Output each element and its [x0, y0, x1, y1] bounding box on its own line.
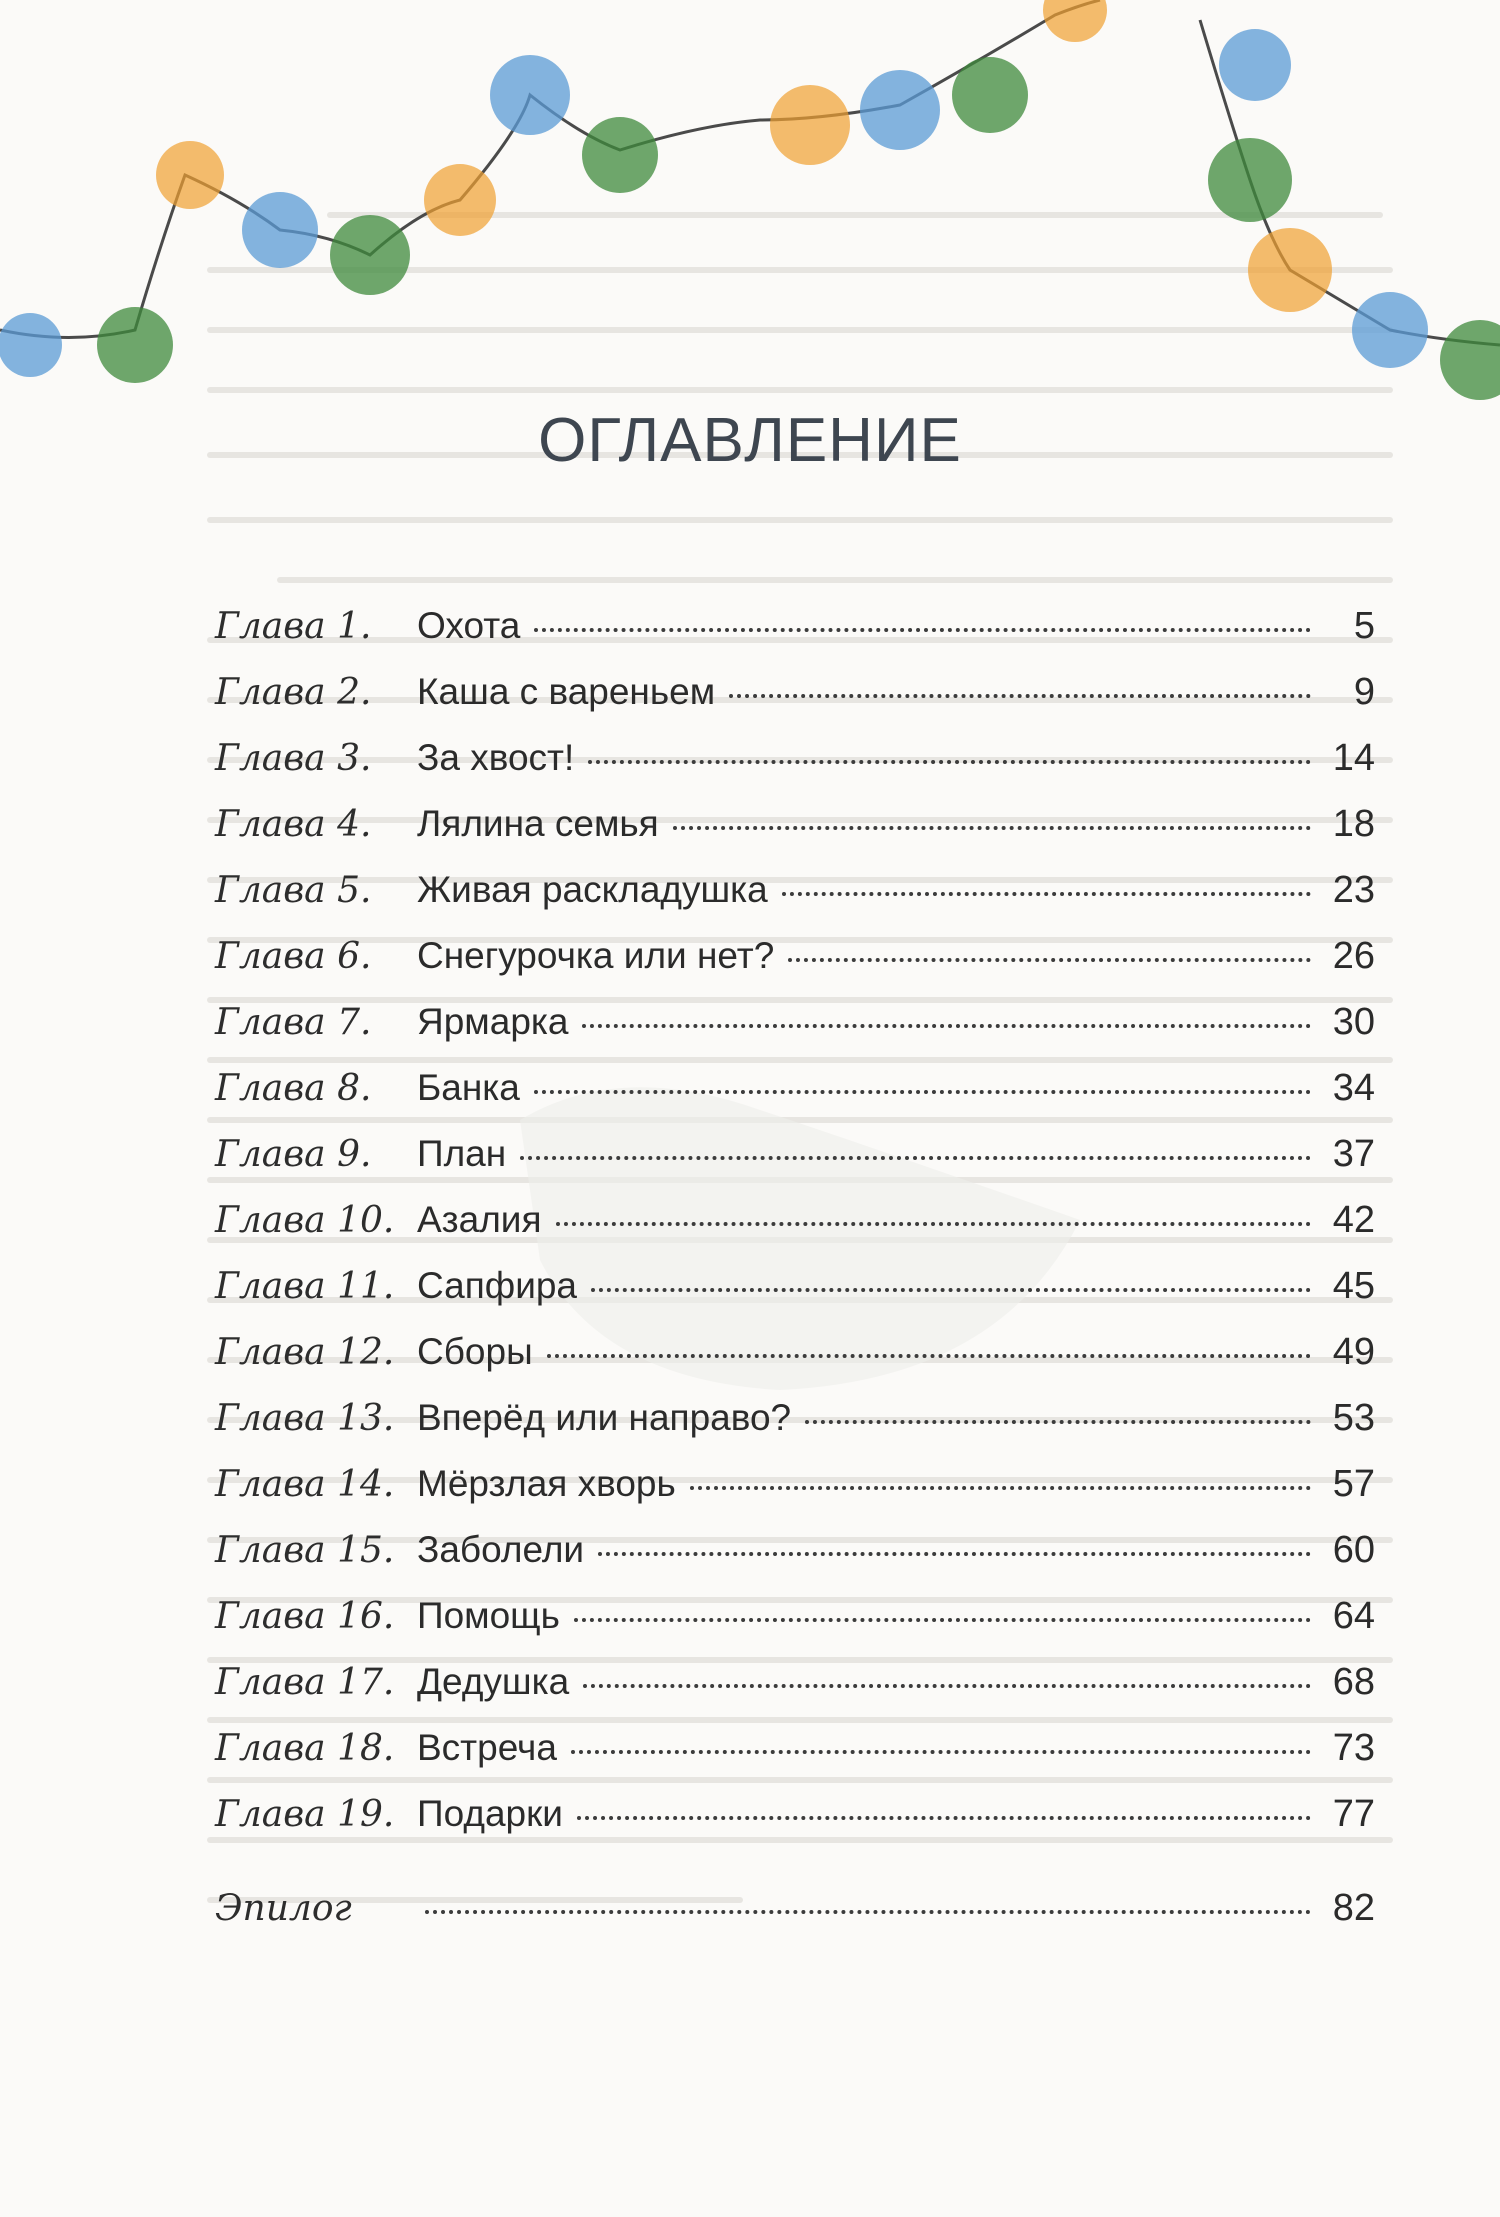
light-bulb	[952, 57, 1028, 133]
toc-row	[215, 1727, 1375, 1793]
toc-row	[215, 1397, 1375, 1463]
chapter-number: Глава 9.	[215, 1134, 372, 1175]
chapter-title: Помощь	[417, 1595, 560, 1636]
chapter-title: Вперёд или направо?	[417, 1397, 792, 1438]
toc-row	[215, 1133, 1375, 1199]
toc-row	[215, 1793, 1375, 1859]
page-number: 53	[1332, 1397, 1375, 1439]
dot-leader	[582, 1024, 1311, 1028]
chapter-title: Живая раскладушка	[417, 869, 768, 910]
light-bulb	[1219, 29, 1291, 101]
chapter-title: Подарки	[417, 1793, 563, 1834]
dot-leader	[782, 892, 1311, 896]
chapter-title: Сапфира	[417, 1265, 578, 1306]
light-bulb	[424, 164, 496, 236]
dot-leader	[583, 1684, 1311, 1688]
dot-leader	[534, 1090, 1311, 1094]
chapter-title: Заболели	[417, 1529, 585, 1570]
chapter-number: Глава 15.	[215, 1530, 395, 1571]
light-bulb	[330, 215, 410, 295]
page-number: 45	[1332, 1265, 1375, 1307]
chapter-number: Глава 10.	[215, 1200, 395, 1241]
chapter-title: План	[417, 1133, 507, 1174]
page-number: 49	[1332, 1331, 1375, 1373]
toc-row	[215, 935, 1375, 1001]
table-of-contents	[215, 605, 1375, 1953]
toc-row	[215, 1331, 1375, 1397]
light-bulb	[582, 117, 658, 193]
toc-row	[215, 1265, 1375, 1331]
chapter-number: Глава 6.	[215, 936, 372, 977]
page-number: 82	[1332, 1887, 1375, 1929]
chapter-title: Сборы	[417, 1331, 533, 1372]
chapter-title: Банка	[417, 1067, 520, 1108]
dot-leader	[729, 694, 1311, 698]
page-number: 30	[1332, 1001, 1375, 1043]
toc-row	[215, 1595, 1375, 1661]
dot-leader	[588, 760, 1311, 764]
page-number: 5	[1353, 605, 1375, 647]
toc-row	[215, 1067, 1375, 1133]
page-number: 42	[1332, 1199, 1375, 1241]
toc-row	[215, 737, 1375, 803]
light-bulb	[1208, 138, 1292, 222]
chapter-title: Ярмарка	[417, 1001, 569, 1042]
page-number: 68	[1332, 1661, 1375, 1703]
toc-row	[215, 605, 1375, 671]
chapter-title: Дедушка	[417, 1661, 570, 1702]
dot-leader	[556, 1222, 1311, 1226]
page-number: 64	[1332, 1595, 1375, 1637]
chapter-title: Мёрзлая хворь	[417, 1463, 676, 1504]
dot-leader	[547, 1354, 1311, 1358]
chapter-number: Эпилог	[215, 1888, 352, 1929]
light-bulb	[1352, 292, 1428, 368]
dot-leader	[571, 1750, 1311, 1754]
page-number: 37	[1332, 1133, 1375, 1175]
chapter-number: Глава 1.	[215, 606, 372, 647]
chapter-number: Глава 8.	[215, 1068, 372, 1109]
toc-row	[215, 1529, 1375, 1595]
chapter-number: Глава 11.	[215, 1266, 395, 1307]
page-number: 57	[1332, 1463, 1375, 1505]
page-number: 60	[1332, 1529, 1375, 1571]
toc-row	[215, 1199, 1375, 1265]
chapter-number: Глава 7.	[215, 1002, 372, 1043]
dot-leader	[598, 1552, 1311, 1556]
dot-leader	[690, 1486, 1311, 1490]
light-bulb	[770, 85, 850, 165]
toc-row	[215, 1661, 1375, 1727]
chapter-title: Встреча	[417, 1727, 557, 1768]
page-number: 9	[1353, 671, 1375, 713]
chapter-number: Глава 5.	[215, 870, 372, 911]
dot-leader	[520, 1156, 1311, 1160]
dot-leader	[577, 1816, 1311, 1820]
dot-leader	[805, 1420, 1311, 1424]
chapter-number: Глава 17.	[215, 1662, 395, 1703]
dot-leader	[574, 1618, 1311, 1622]
dot-leader	[425, 1910, 1311, 1914]
light-bulb	[1043, 0, 1107, 42]
toc-row	[215, 1463, 1375, 1529]
chapter-title: Каша с вареньем	[417, 671, 716, 712]
dot-leader	[673, 826, 1311, 830]
toc-epilogue-row	[215, 1887, 1375, 1953]
chapter-number: Глава 18.	[215, 1728, 395, 1769]
chapter-title: Снегурочка или нет?	[417, 935, 775, 976]
chapter-number: Глава 4.	[215, 804, 372, 845]
light-bulb	[860, 70, 940, 150]
chapter-number: Глава 12.	[215, 1332, 395, 1373]
page-title: ОГЛАВЛЕНИЕ	[538, 406, 962, 475]
chapter-number: Глава 14.	[215, 1464, 395, 1505]
page-number: 73	[1332, 1727, 1375, 1769]
chapter-title: Азалия	[417, 1199, 542, 1240]
chapter-number: Глава 13.	[215, 1398, 395, 1439]
chapter-number: Глава 19.	[215, 1794, 395, 1835]
dot-leader	[591, 1288, 1311, 1292]
light-bulb	[1440, 320, 1500, 400]
light-bulb	[242, 192, 318, 268]
chapter-number: Глава 3.	[215, 738, 372, 779]
chapter-title: За хвост!	[417, 737, 575, 778]
page-number: 34	[1332, 1067, 1375, 1109]
light-bulb	[490, 55, 570, 135]
light-bulb	[0, 313, 62, 377]
garland-decoration	[0, 0, 1500, 420]
toc-row	[215, 671, 1375, 737]
toc-row	[215, 1001, 1375, 1067]
chapter-number: Глава 2.	[215, 672, 372, 713]
toc-row	[215, 869, 1375, 935]
dot-leader	[534, 628, 1311, 632]
light-bulb	[97, 307, 173, 383]
dot-leader	[788, 958, 1311, 962]
light-bulb	[156, 141, 224, 209]
page-number: 26	[1332, 935, 1375, 977]
page-number: 18	[1332, 803, 1375, 845]
chapter-number: Глава 16.	[215, 1596, 395, 1637]
page-number: 23	[1332, 869, 1375, 911]
chapter-title: Лялина семья	[417, 803, 659, 844]
chapter-title: Охота	[417, 605, 521, 646]
page-number: 14	[1332, 737, 1375, 779]
toc-row	[215, 803, 1375, 869]
page-number: 77	[1332, 1793, 1375, 1835]
light-bulb	[1248, 228, 1332, 312]
